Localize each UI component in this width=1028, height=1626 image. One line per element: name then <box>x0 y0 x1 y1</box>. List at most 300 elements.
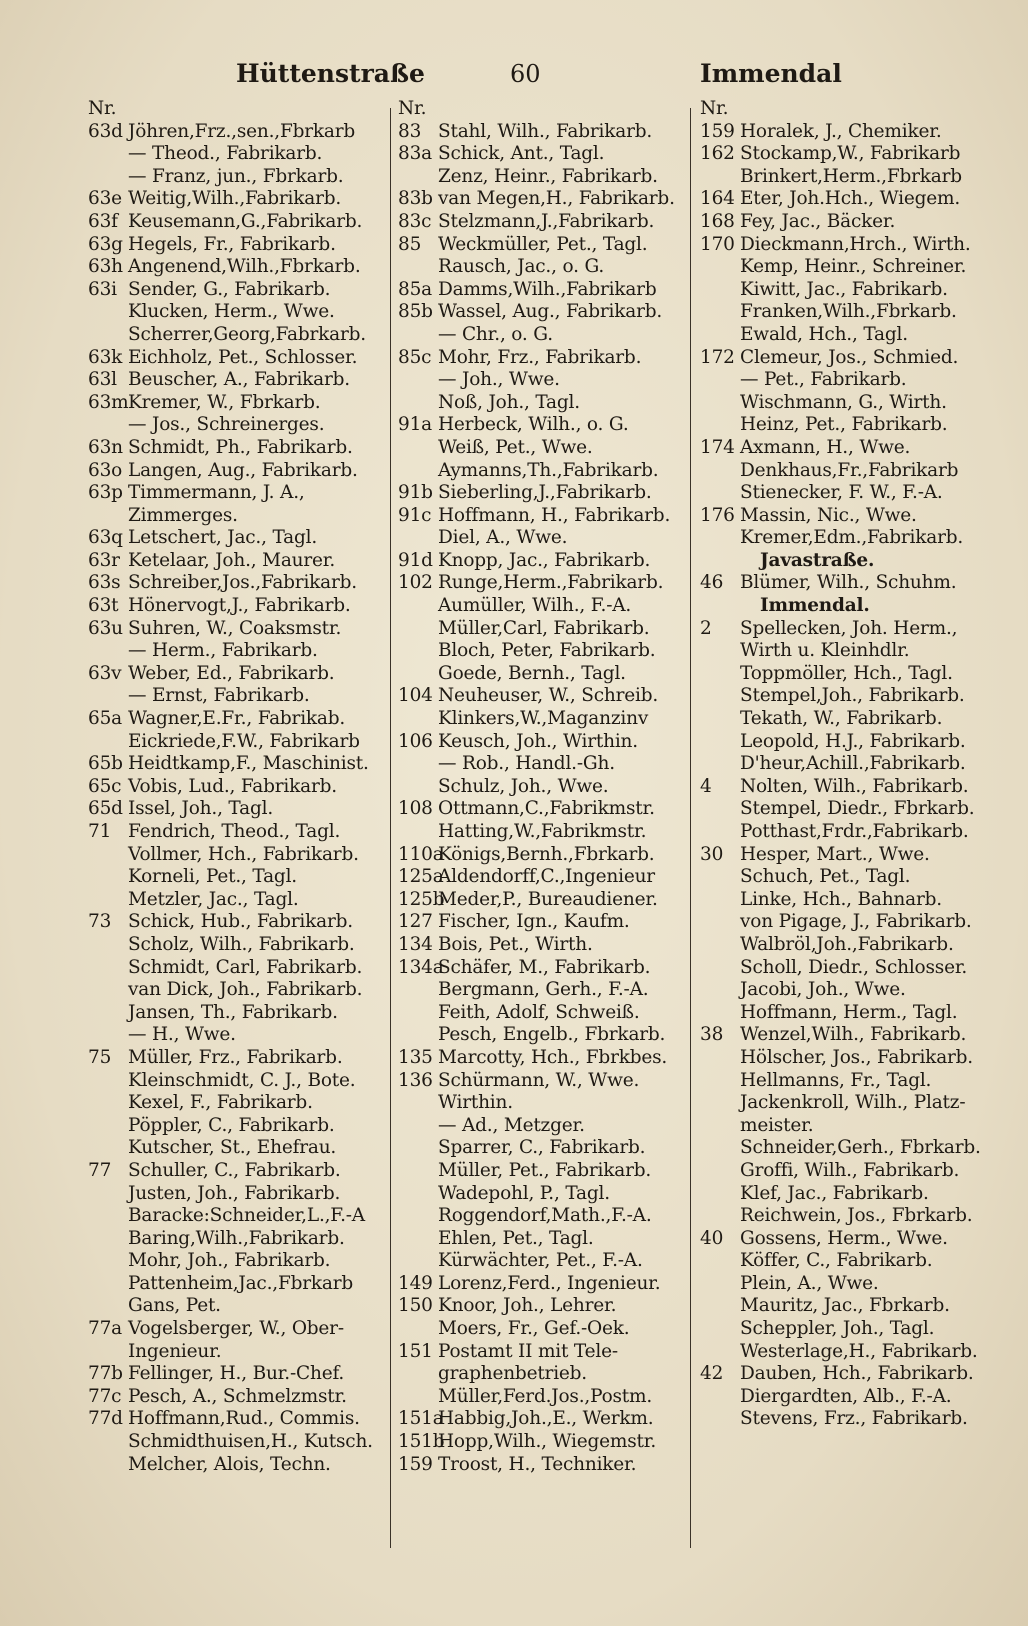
resident-text: Pesch, Engelb., Fbrkarb. <box>438 1024 666 1046</box>
directory-entry <box>88 437 388 460</box>
directory-entry <box>398 98 688 121</box>
street-heading <box>700 595 1020 618</box>
resident-text: Herbeck, Wilh., o. G. <box>438 414 629 436</box>
resident-text: Spellecken, Joh. Herm., <box>740 617 958 639</box>
house-number: 42 <box>700 1363 724 1385</box>
directory-entry <box>88 957 388 980</box>
resident-text: Walbröl,Joh.,Fabrikarb. <box>740 933 954 955</box>
directory-entry <box>700 776 1020 799</box>
directory-entry <box>88 1228 388 1251</box>
directory-entry <box>700 979 1020 1002</box>
resident-text: Scholl, Diedr., Schlosser. <box>740 956 968 978</box>
house-number: 85c <box>398 346 432 368</box>
directory-entry <box>88 392 388 415</box>
directory-entry <box>700 889 1020 912</box>
resident-text: Heidtkamp,F., Maschinist. <box>128 753 369 775</box>
directory-entry <box>398 1363 688 1386</box>
directory-entry <box>398 844 688 867</box>
house-number: 63d <box>88 120 123 142</box>
resident-text: Schreiber,Jos.,Fabrikarb. <box>128 572 357 594</box>
resident-text: Angenend,Wilh.,Fbrkarb. <box>128 256 361 278</box>
resident-text: Hatting,W.,Fabrikmstr. <box>438 821 647 842</box>
directory-entry <box>88 934 388 957</box>
house-number: 63h <box>88 256 123 278</box>
directory-entry <box>88 1070 388 1093</box>
directory-entry <box>398 753 688 776</box>
directory-entry <box>398 211 688 234</box>
resident-text: — Chr., o. G. <box>438 323 553 345</box>
resident-text: Sieberling,J.,Fabrikarb. <box>438 482 652 504</box>
directory-entry <box>88 685 388 708</box>
directory-entry <box>398 1431 688 1454</box>
directory-entry <box>88 414 388 437</box>
resident-text: — Joh., Wwe. <box>438 369 560 391</box>
directory-entry <box>700 911 1020 934</box>
resident-text: Hopp,Wilh., Wiegemstr. <box>438 1431 657 1453</box>
resident-text: Schäfer, M., Fabrikarb. <box>438 956 651 978</box>
directory-entry <box>88 731 388 754</box>
directory-entry <box>398 911 688 934</box>
directory-entry <box>398 437 688 460</box>
resident-text: Weitig,Wilh.,Fabrikarb. <box>128 188 342 210</box>
directory-entry <box>398 324 688 347</box>
column-divider <box>690 108 691 1548</box>
resident-text: Klef, Jac., Fabrikarb. <box>740 1182 929 1204</box>
house-number: 110a <box>398 843 444 865</box>
house-number: 125a <box>398 866 444 888</box>
resident-text: Wirthin. <box>438 1092 513 1114</box>
house-number: 65d <box>88 798 123 820</box>
resident-text: Issel, Joh., Tagl. <box>128 798 274 820</box>
directory-entry <box>88 1363 388 1386</box>
directory-entry <box>88 1408 388 1431</box>
resident-text: Eter, Joh.Hch., Wiegem. <box>740 188 961 210</box>
resident-text: Clemeur, Jos., Schmied. <box>740 346 959 368</box>
resident-text: Nr. <box>398 98 427 119</box>
resident-text: van Megen,H., Fabrikarb. <box>438 188 675 210</box>
directory-entry <box>700 1363 1020 1386</box>
resident-text: graphenbetrieb. <box>438 1363 587 1385</box>
house-number: 176 <box>700 504 735 526</box>
resident-text: Blümer, Wilh., Schuhm. <box>740 572 957 594</box>
directory-entry <box>398 1070 688 1093</box>
directory-entry <box>700 1273 1020 1296</box>
street-name: Immendal. <box>760 595 870 617</box>
house-number: 83c <box>398 210 432 232</box>
directory-entry <box>398 301 688 324</box>
resident-text: Diel, A., Wwe. <box>438 527 568 549</box>
house-number: 159 <box>700 120 735 142</box>
directory-entry <box>88 821 388 844</box>
house-number: 63t <box>88 595 119 617</box>
resident-text: Feith, Adolf, Schweiß. <box>438 1001 640 1023</box>
resident-text: Heinz, Pet., Fabrikarb. <box>740 414 948 436</box>
directory-entry <box>700 1047 1020 1070</box>
directory-entry <box>398 279 688 302</box>
directory-entry <box>88 347 388 370</box>
directory-entry <box>700 708 1020 731</box>
directory-entry <box>700 572 1020 595</box>
directory-entry <box>398 188 688 211</box>
house-number: 2 <box>700 617 712 639</box>
resident-text: Wenzel,Wilh., Fabrikarb. <box>740 1024 967 1046</box>
directory-entry <box>398 1137 688 1160</box>
resident-text: Hölscher, Jos., Fabrikarb. <box>740 1046 973 1068</box>
directory-entry <box>398 889 688 912</box>
directory-entry <box>700 437 1020 460</box>
directory-entry <box>700 527 1020 550</box>
resident-text: Baracke:Schneider,L.,F.-A <box>128 1205 365 1227</box>
resident-text: Pattenheim,Jac.,Fbrkarb <box>128 1272 353 1294</box>
house-number: 77c <box>88 1385 122 1407</box>
directory-entry <box>88 143 388 166</box>
directory-entry <box>398 1250 688 1273</box>
directory-entry <box>700 1408 1020 1431</box>
house-number: 65c <box>88 775 122 797</box>
directory-entry <box>398 527 688 550</box>
resident-text: Hesper, Mart., Wwe. <box>740 843 930 865</box>
house-number: 85a <box>398 278 432 300</box>
directory-entry <box>398 1318 688 1341</box>
resident-text: Fendrich, Theod., Tagl. <box>128 821 341 842</box>
resident-text: Kürwächter, Pet., F.-A. <box>438 1250 643 1272</box>
directory-entry <box>700 1205 1020 1228</box>
directory-entry <box>700 279 1020 302</box>
house-number: 63r <box>88 549 120 571</box>
resident-text: Schuller, C., Fabrikarb. <box>128 1159 341 1181</box>
resident-text: Scherrer,Georg,Fabrkarb. <box>128 323 366 345</box>
resident-text: Sender, G., Fabrikarb. <box>128 278 331 300</box>
house-number: 83b <box>398 188 433 210</box>
directory-entry <box>398 776 688 799</box>
directory-entry <box>398 1408 688 1431</box>
directory-entry <box>88 98 388 121</box>
resident-text: Stockamp,W., Fabrikarb <box>740 143 961 165</box>
resident-text: Jackenkroll, Wilh., Platz- <box>740 1092 966 1114</box>
house-number: 108 <box>398 798 433 820</box>
directory-entry <box>700 414 1020 437</box>
directory-entry <box>700 1318 1020 1341</box>
resident-text: Stahl, Wilh., Fabrikarb. <box>438 120 653 142</box>
directory-entry <box>398 979 688 1002</box>
street-heading <box>700 550 1020 573</box>
resident-text: Königs,Bernh.,Fbrkarb. <box>438 843 655 865</box>
directory-entry <box>398 821 688 844</box>
directory-entry <box>88 324 388 347</box>
directory-entry <box>700 1228 1020 1251</box>
resident-text: Schmidt, Carl, Fabrikarb. <box>128 956 363 978</box>
directory-entry <box>88 234 388 257</box>
resident-text: Westerlage,H., Fabrikarb. <box>740 1340 978 1362</box>
directory-entry <box>700 934 1020 957</box>
directory-entry <box>88 798 388 821</box>
resident-text: Schick, Hub., Fabrikarb. <box>128 911 353 933</box>
directory-entry <box>700 166 1020 189</box>
directory-entry <box>700 844 1020 867</box>
directory-entry <box>700 121 1020 144</box>
resident-text: Bloch, Peter, Fabrikarb. <box>438 640 656 662</box>
house-number: 71 <box>88 821 112 842</box>
house-number: 63f <box>88 210 118 232</box>
resident-text: Klucken, Herm., Wwe. <box>128 301 335 323</box>
resident-text: Marcotty, Hch., Fbrkbes. <box>438 1046 668 1068</box>
directory-entry <box>700 369 1020 392</box>
house-number: 136 <box>398 1069 433 1091</box>
directory-entry <box>88 776 388 799</box>
house-number: 77d <box>88 1408 123 1430</box>
running-head-left: Hüttenstraße <box>236 59 425 88</box>
resident-text: van Dick, Joh., Fabrikarb. <box>128 979 363 1001</box>
directory-entry <box>398 1024 688 1047</box>
resident-text: Sparrer, C., Fabrikarb. <box>438 1137 646 1159</box>
resident-text: Pesch, A., Schmelzmstr. <box>128 1385 347 1407</box>
resident-text: Weckmüller, Pet., Tagl. <box>438 233 648 255</box>
resident-text: Baring,Wilh.,Fabrikarb. <box>128 1227 345 1249</box>
resident-text: — Jos., Schreinerges. <box>128 414 325 436</box>
house-number: 151 <box>398 1340 433 1362</box>
house-number: 162 <box>700 143 735 165</box>
resident-text: — Herm., Fabrikarb. <box>128 640 318 662</box>
directory-entry <box>88 482 388 505</box>
resident-text: Schuch, Pet., Tagl. <box>740 866 911 888</box>
directory-entry <box>700 301 1020 324</box>
directory-entry <box>700 1137 1020 1160</box>
directory-entry <box>398 1002 688 1025</box>
resident-text: Klinkers,W.,Maganzinv <box>438 708 649 730</box>
directory-entry <box>398 1115 688 1138</box>
resident-text: Meder,P., Bureaudiener. <box>438 888 658 910</box>
resident-text: Stempel, Diedr., Fbrkarb. <box>740 798 975 820</box>
directory-entry <box>700 1183 1020 1206</box>
resident-text: Timmermann, J. A., <box>128 482 305 504</box>
directory-entry <box>398 934 688 957</box>
resident-text: Groffi, Wilh., Fabrikarb. <box>740 1159 960 1181</box>
resident-text: Scheppler, Joh., Tagl. <box>740 1318 935 1340</box>
directory-entry <box>88 1183 388 1206</box>
resident-text: Ottmann,C.,Fabrikmstr. <box>438 798 655 820</box>
directory-entry <box>88 911 388 934</box>
house-number: 135 <box>398 1046 433 1068</box>
resident-text: Habbig,Joh.,E., Werkm. <box>438 1408 654 1430</box>
resident-text: Fey, Jac., Bäcker. <box>740 210 896 232</box>
resident-text: Kemp, Heinr., Schreiner. <box>740 256 967 278</box>
resident-text: Troost, H., Techniker. <box>438 1453 637 1475</box>
directory-entry <box>88 1137 388 1160</box>
directory-entry <box>700 731 1020 754</box>
directory-entry <box>700 98 1020 121</box>
house-number: 63q <box>88 527 123 549</box>
resident-text: Denkhaus,Fr.,Fabrikarb <box>740 459 959 481</box>
resident-text: Bergmann, Gerh., F.-A. <box>438 979 649 1001</box>
directory-entry <box>88 1431 388 1454</box>
directory-entry <box>700 798 1020 821</box>
resident-text: Scholz, Wilh., Fabrikarb. <box>128 933 355 955</box>
resident-text: Nr. <box>88 98 117 119</box>
resident-text: Jöhren,Frz.,sen.,Fbrkarb <box>128 120 356 142</box>
resident-text: Stempel,Joh., Fabrikarb. <box>740 685 965 707</box>
resident-text: Nolten, Wilh., Fabrikarb. <box>740 775 969 797</box>
house-number: 63l <box>88 369 117 391</box>
house-number: 83 <box>398 120 422 142</box>
directory-entry <box>700 685 1020 708</box>
resident-text: Plein, A., Wwe. <box>740 1272 879 1294</box>
resident-text: Köffer, C., Fabrikarb. <box>740 1250 933 1272</box>
directory-entry <box>88 505 388 528</box>
resident-text: Reichwein, Jos., Fbrkarb. <box>740 1205 973 1227</box>
house-number: 149 <box>398 1272 433 1294</box>
resident-text: Potthast,Frdr.,Fabrikarb. <box>740 821 969 842</box>
resident-text: Fellinger, H., Bur.-Chef. <box>128 1363 345 1385</box>
resident-text: Schürmann, W., Wwe. <box>438 1069 640 1091</box>
directory-entry <box>398 550 688 573</box>
directory-entry <box>700 1092 1020 1115</box>
house-number: 63k <box>88 346 123 368</box>
directory-entry <box>88 279 388 302</box>
resident-text: Wirth u. Kleinhdlr. <box>740 640 910 662</box>
resident-text: — Ernst, Fabrikarb. <box>128 685 310 707</box>
directory-entry <box>398 414 688 437</box>
resident-text: Justen, Joh., Fabrikarb. <box>128 1182 341 1204</box>
resident-text: Damms,Wilh.,Fabrikarb <box>438 278 657 300</box>
house-number: 63v <box>88 662 122 684</box>
directory-entry <box>700 460 1020 483</box>
directory-entry <box>700 663 1020 686</box>
resident-text: Jansen, Th., Fabrikarb. <box>128 1001 338 1023</box>
house-number: 102 <box>398 572 433 594</box>
resident-text: Müller,Ferd.Jos.,Postm. <box>438 1385 653 1407</box>
resident-text: Wischmann, G., Wirth. <box>740 391 947 413</box>
resident-text: Horalek, J., Chemiker. <box>740 120 942 142</box>
resident-text: Gossens, Herm., Wwe. <box>740 1227 948 1249</box>
street-name: Javastraße. <box>760 549 875 571</box>
house-number: 85 <box>398 233 422 255</box>
resident-text: Kremer,Edm.,Fabrikarb. <box>740 527 964 549</box>
directory-entry <box>398 798 688 821</box>
house-number: 164 <box>700 188 735 210</box>
directory-entry <box>398 166 688 189</box>
house-number: 63p <box>88 482 123 504</box>
resident-text: Schneider,Gerh., Fbrkarb. <box>740 1137 981 1159</box>
house-number: 46 <box>700 572 724 594</box>
directory-entry <box>88 1386 388 1409</box>
directory-entry <box>700 618 1020 641</box>
house-number: 174 <box>700 436 735 458</box>
directory-entry <box>88 1205 388 1228</box>
house-number: 134 <box>398 933 433 955</box>
resident-text: Ingenieur. <box>128 1340 222 1362</box>
house-number: 77b <box>88 1363 123 1385</box>
directory-entry <box>398 143 688 166</box>
house-number: 170 <box>700 233 735 255</box>
directory-entry <box>700 256 1020 279</box>
directory-entry <box>88 595 388 618</box>
directory-entry <box>398 1092 688 1115</box>
resident-text: Leopold, H.J., Fabrikarb. <box>740 730 966 752</box>
directory-entry <box>88 1092 388 1115</box>
directory-entry <box>398 505 688 528</box>
resident-text: Ketelaar, Joh., Maurer. <box>128 549 336 571</box>
house-number: 77a <box>88 1318 122 1340</box>
resident-text: Linke, Hch., Bahnarb. <box>740 888 942 910</box>
directory-entry <box>700 753 1020 776</box>
resident-text: Vobis, Lud., Fabrikarb. <box>128 775 337 797</box>
resident-text: Noß, Joh., Tagl. <box>438 391 580 413</box>
resident-text: Knoor, Joh., Lehrer. <box>438 1295 617 1317</box>
house-number: 91a <box>398 414 432 436</box>
house-number: 83a <box>398 143 432 165</box>
directory-entry <box>88 866 388 889</box>
directory-entry <box>88 460 388 483</box>
resident-text: Tekath, W., Fabrikarb. <box>740 708 943 730</box>
directory-entry <box>398 640 688 663</box>
resident-text: Dieckmann,Hrch., Wirth. <box>740 233 971 255</box>
directory-entry <box>398 1047 688 1070</box>
resident-text: meister. <box>740 1114 814 1136</box>
directory-entry <box>700 1160 1020 1183</box>
resident-text: Vogelsberger, W., Ober- <box>128 1318 344 1340</box>
resident-text: Vollmer, Hch., Fabrikarb. <box>128 843 359 865</box>
resident-text: Goede, Bernh., Tagl. <box>438 662 626 684</box>
house-number: 63m <box>88 391 129 413</box>
directory-entry <box>398 392 688 415</box>
directory-column-1 <box>88 98 388 1548</box>
resident-text: Wadepohl, P., Tagl. <box>438 1182 610 1204</box>
directory-entry <box>700 1115 1020 1138</box>
resident-text: Kremer, W., Fbrkarb. <box>128 391 321 413</box>
resident-text: Massin, Nic., Wwe. <box>740 504 917 526</box>
directory-entry <box>88 753 388 776</box>
directory-entry <box>398 685 688 708</box>
resident-text: Metzler, Jac., Tagl. <box>128 888 299 910</box>
directory-entry <box>398 1386 688 1409</box>
directory-entry <box>700 188 1020 211</box>
directory-entry <box>398 1273 688 1296</box>
house-number: 4 <box>700 775 712 797</box>
directory-entry <box>700 234 1020 257</box>
directory-entry <box>700 1024 1020 1047</box>
resident-text: Hellmanns, Fr., Tagl. <box>740 1069 932 1091</box>
house-number: 127 <box>398 911 433 933</box>
directory-entry <box>398 460 688 483</box>
directory-entry <box>88 889 388 912</box>
resident-text: Hoffmann, Herm., Tagl. <box>740 1001 958 1023</box>
house-number: 63g <box>88 233 123 255</box>
directory-entry <box>398 866 688 889</box>
directory-entry <box>398 347 688 370</box>
resident-text: Wassel, Aug., Fabrikarb. <box>438 301 663 323</box>
directory-entry <box>700 143 1020 166</box>
resident-text: Letschert, Jac., Tagl. <box>128 527 318 549</box>
directory-entry <box>88 1115 388 1138</box>
house-number: 172 <box>700 346 735 368</box>
resident-text: Axmann, H., Wwe. <box>740 436 911 458</box>
resident-text: Fischer, Ign., Kaufm. <box>438 911 630 933</box>
directory-entry <box>88 301 388 324</box>
resident-text: Zenz, Heinr., Fabrikarb. <box>438 165 658 187</box>
directory-entry <box>398 1205 688 1228</box>
house-number: 65a <box>88 708 122 730</box>
directory-entry <box>700 866 1020 889</box>
directory-entry <box>700 640 1020 663</box>
directory-entry <box>88 1295 388 1318</box>
directory-entry <box>700 324 1020 347</box>
house-number: 125b <box>398 888 445 910</box>
resident-text: Brinkert,Herm.,Fbrkarb <box>740 165 962 187</box>
house-number: 168 <box>700 210 735 232</box>
directory-entry <box>398 256 688 279</box>
directory-entry <box>398 1160 688 1183</box>
resident-text: Keusch, Joh., Wirthin. <box>438 730 638 752</box>
